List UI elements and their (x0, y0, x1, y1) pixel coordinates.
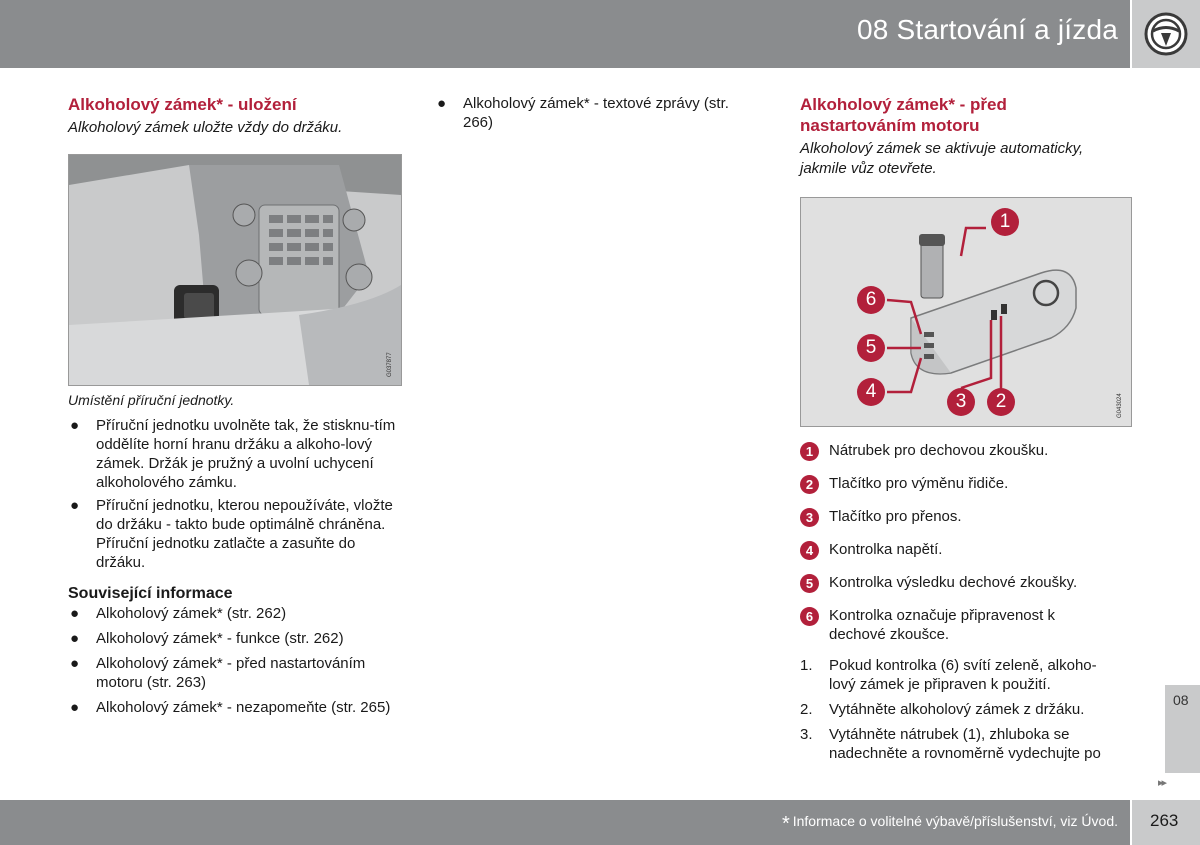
related-link[interactable]: ● Alkoholový zámek* - funkce (str. 262) (70, 630, 344, 647)
figure-caption: Umístění příruční jednotky. (68, 392, 235, 408)
callout-1: 1 (991, 208, 1019, 236)
footer-note: * Informace o volitelné výbavě/příslušenství, viz Úvod. (781, 813, 1118, 835)
callout-6: 6 (857, 286, 885, 314)
list-item: ● Příruční jednotku uvolněte tak, že stisknu-tím oddělíte horní hranu držáku a alkoho-lový zámek. Držák je pružný a uvolní uchycení alkoholového zámku. (70, 417, 396, 491)
legend-item: 5 Kontrolka výsledku dechové zkoušky. (800, 573, 1130, 592)
console-illustration (69, 155, 401, 385)
section-intro: Alkoholový zámek uložte vždy do držáku. (68, 119, 343, 136)
related-link[interactable]: ● Alkoholový zámek* - nezapomeňte (str. 265) (70, 699, 391, 716)
callout-5: 5 (857, 334, 885, 362)
continue-arrows-icon: ▸▸ (1158, 777, 1166, 789)
column-left (68, 94, 408, 717)
legend-item: 2 Tlačítko pro výměnu řidiče. (800, 474, 1130, 493)
legend-item: 1 Nátrubek pro dechovou zkoušku. (800, 441, 1130, 460)
section-title: Alkoholový zámek* - uložení (68, 95, 297, 114)
page-header (0, 0, 1130, 68)
legend-item: 3 Tlačítko pro přenos. (800, 507, 1130, 526)
step-item: 1. Pokud kontrolka (6) svítí zeleně, alkoho-lový zámek je připraven k použití. (800, 657, 1097, 693)
related-link[interactable]: ● Alkoholový zámek* - před nastartováním motoru (str. 263) (70, 655, 366, 691)
instruction-list (68, 416, 408, 572)
figure-legend (800, 441, 1130, 644)
related-heading: Související informace (68, 585, 233, 602)
step-item: 3. Vytáhněte nátrubek (1), zhluboka se nadechněte a rovnoměrně vydechujte po (800, 726, 1101, 762)
section-title: Alkoholový zámek* - před nastartováním motoru (800, 95, 1007, 135)
column-right (800, 94, 1130, 763)
figure-console-image (68, 154, 402, 386)
page-number-box (1132, 800, 1200, 845)
callout-2: 2 (987, 388, 1015, 416)
figure-id: G043024 (1117, 393, 1123, 418)
related-link[interactable]: ● Alkoholový zámek* (str. 262) (70, 605, 287, 622)
figure-device-image (800, 197, 1132, 427)
step-item: 2. Vytáhněte alkoholový zámek z držáku. (800, 701, 1085, 718)
chapter-title: 08 Startování a jízda (856, 14, 1118, 45)
steps-list (800, 656, 1122, 763)
related-list-continued (435, 94, 735, 132)
column-middle (435, 94, 735, 132)
chapter-tab[interactable] (1165, 685, 1200, 773)
callout-4: 4 (857, 378, 885, 406)
list-item: ● Příruční jednotku, kterou nepoužíváte, vložte do držáku - takto bude optimálně chráněna. Příruční jednotku zatlačte a zasuňte do držáku. (70, 497, 393, 571)
related-link[interactable]: ● Alkoholový zámek* - textové zprávy (str. 266) (437, 95, 729, 131)
header-icon-box (1132, 0, 1200, 68)
page-footer (0, 800, 1130, 845)
steering-wheel-icon (1132, 0, 1200, 68)
legend-item: 6 Kontrolka označuje připravenost k dechové zkoušce. (800, 606, 1069, 644)
legend-item: 4 Kontrolka napětí. (800, 540, 1130, 559)
figure-id: G037877 (387, 352, 393, 377)
section-intro: Alkoholový zámek se aktivuje automaticky, jakmile vůz otevřete. (800, 140, 1084, 177)
callout-3: 3 (947, 388, 975, 416)
page-number: 263 (1150, 811, 1179, 830)
related-list (68, 604, 408, 717)
chapter-tab-label: 08 (1173, 692, 1189, 708)
